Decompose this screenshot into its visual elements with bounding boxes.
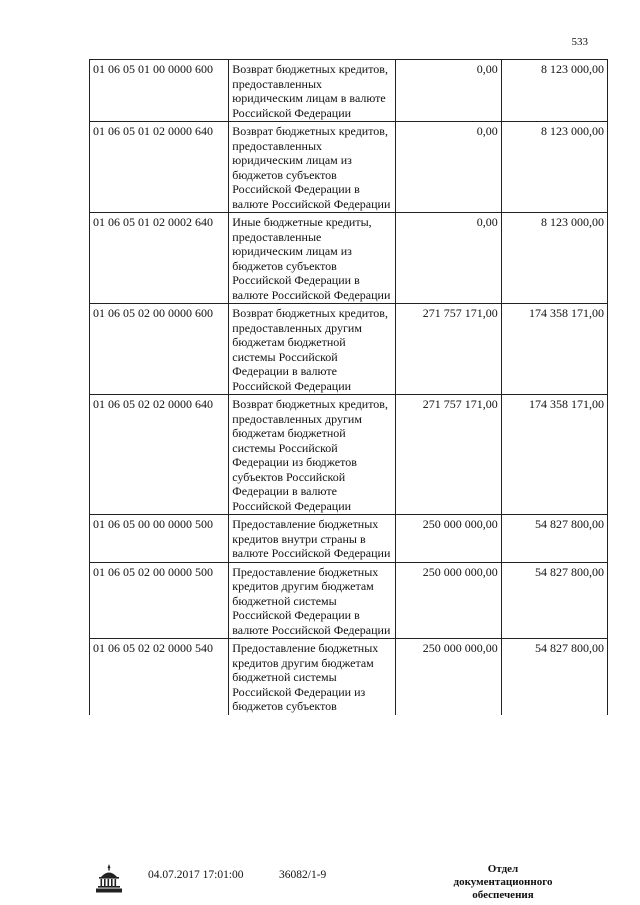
- row-code: 01 06 05 00 00 0000 500: [90, 515, 229, 563]
- row-name: Возврат бюджетных кредитов, предоставленных другим бюджетам бюджетной системы Российской Федерации из бюджетов субъектов Российской Федерации в валюте Российской Федерации: [229, 395, 395, 515]
- footer-department-line-2: обеспечения: [472, 889, 534, 901]
- row-code: 01 06 05 02 00 0000 600: [90, 304, 229, 395]
- row-value-2: 174 358 171,00: [501, 395, 607, 515]
- row-value-1: 0,00: [395, 60, 501, 122]
- row-value-1: 271 757 171,00: [395, 395, 501, 515]
- row-name: Возврат бюджетных кредитов, предоставленных другим бюджетам бюджетной системы Российской Федерации в валюте Российской Федерации: [229, 304, 395, 395]
- row-value-2: 54 827 800,00: [501, 639, 607, 715]
- row-value-2: 8 123 000,00: [501, 122, 607, 213]
- row-code: 01 06 05 01 02 0002 640: [90, 213, 229, 304]
- row-value-2: 8 123 000,00: [501, 60, 607, 122]
- table-row: [90, 122, 608, 213]
- row-code: 01 06 05 02 00 0000 500: [90, 562, 229, 639]
- table-row: [90, 639, 608, 715]
- row-name: Возврат бюджетных кредитов, предоставленных юридическим лицам из бюджетов субъектов Российской Федерации в валюте Российской Федерации: [229, 122, 395, 213]
- duma-logo-icon: [94, 862, 124, 894]
- footer-date: 04.07.2017 17:01:00: [148, 869, 244, 881]
- table-row: [90, 515, 608, 563]
- row-code: 01 06 05 01 00 0000 600: [90, 60, 229, 122]
- footer-doc-number: 36082/1-9: [279, 869, 327, 881]
- row-value-1: 0,00: [395, 213, 501, 304]
- row-name: Возврат бюджетных кредитов, предоставленных юридическим лицам в валюте Российской Федерации: [229, 60, 395, 122]
- row-value-2: 54 827 800,00: [501, 562, 607, 639]
- budget-sources-table: [89, 59, 608, 715]
- table-row: [90, 562, 608, 639]
- row-code: 01 06 05 01 02 0000 640: [90, 122, 229, 213]
- row-value-1: 0,00: [395, 122, 501, 213]
- table-row: [90, 304, 608, 395]
- row-value-1: 271 757 171,00: [395, 304, 501, 395]
- table-row: [90, 60, 608, 122]
- row-name: Предоставление бюджетных кредитов другим бюджетам бюджетной системы Российской Федерации из бюджетов субъектов: [229, 639, 395, 715]
- table-row: [90, 213, 608, 304]
- row-value-1: 250 000 000,00: [395, 639, 501, 715]
- row-value-1: 250 000 000,00: [395, 562, 501, 639]
- page-number: 533: [571, 36, 588, 48]
- row-value-1: 250 000 000,00: [395, 515, 501, 563]
- row-code: 01 06 05 02 02 0000 540: [90, 639, 229, 715]
- row-code: 01 06 05 02 02 0000 640: [90, 395, 229, 515]
- row-name: Иные бюджетные кредиты, предоставленные юридическим лицам из бюджетов субъектов Российской Федерации в валюте Российской Федерации: [229, 213, 395, 304]
- footer-department: [438, 863, 568, 902]
- footer-department-line-1: Отдел документационного: [453, 863, 553, 888]
- row-value-2: 54 827 800,00: [501, 515, 607, 563]
- page-footer: [0, 862, 640, 901]
- row-value-2: 174 358 171,00: [501, 304, 607, 395]
- table-row: [90, 395, 608, 515]
- row-name: Предоставление бюджетных кредитов внутри страны в валюте Российской Федерации: [229, 515, 395, 563]
- row-value-2: 8 123 000,00: [501, 213, 607, 304]
- row-name: Предоставление бюджетных кредитов другим бюджетам бюджетной системы Российской Федерации в валюте Российской Федерации: [229, 562, 395, 639]
